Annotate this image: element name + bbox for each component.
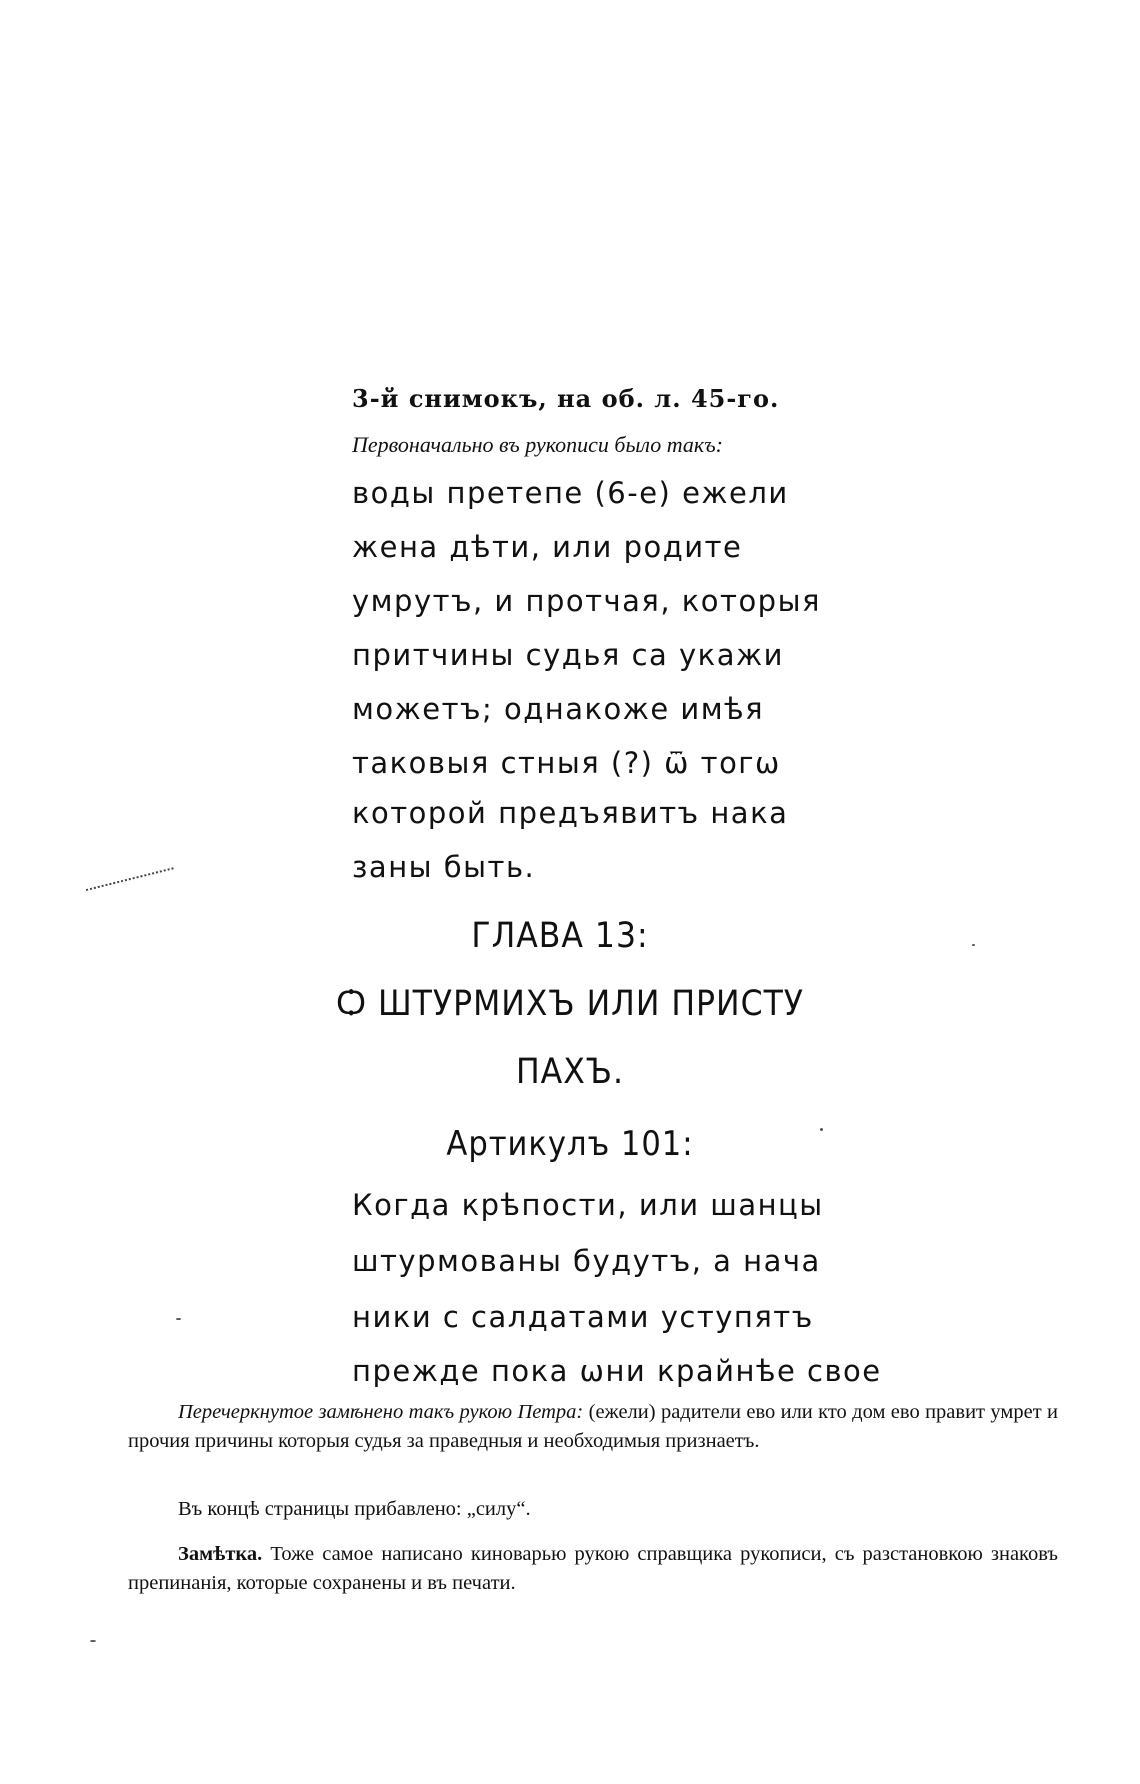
original-text-line: притчины судья са укажи — [352, 638, 784, 672]
scan-speck — [90, 1640, 96, 1642]
scan-mark — [86, 867, 176, 900]
chapter-subtitle-line1: Ѻ ШТУРМИХЪ ИЛИ ПРИСТУ — [335, 984, 805, 1024]
snapshot-subcaption: Первоначально въ рукописи было такъ: — [352, 432, 723, 457]
article-text-line: ники с салдатами уступятъ — [352, 1300, 814, 1334]
chapter-title: ГЛАВА 13: — [471, 916, 649, 956]
snapshot-caption: 3-й снимокъ, на об. л. 45-го. — [352, 384, 780, 413]
scan-speck — [972, 944, 975, 946]
article-text-line: Когда крѣпости, или шанцы — [352, 1188, 824, 1222]
original-text-line: заны быть. — [352, 850, 536, 884]
article-text-line: штурмованы будутъ, а нача — [352, 1244, 821, 1278]
original-text-line: умрутъ, и протчая, которыя — [352, 584, 821, 618]
scan-speck — [176, 1318, 181, 1320]
original-text-line: таковыя стныя (?) ѿ тогω — [352, 746, 781, 780]
footnote-page-end: Въ концѣ страницы прибавлено: „силу“. — [178, 1498, 531, 1520]
original-text-line: можетъ; однакоже имѣя — [352, 692, 765, 726]
article-heading: Артикулъ 101: — [446, 1124, 694, 1164]
footnote-remark — [128, 1540, 1058, 1598]
original-text-line: которой предъявитъ нака — [352, 796, 789, 830]
original-text-line: жена дѣти, или родите — [352, 530, 743, 564]
footnote-correction — [128, 1398, 1058, 1456]
footnote-remark-text: Тоже самое написано киноварью рукою справщика рукописи, съ разстановкою знаковъ препинанія, которые сохранены и въ печати. — [128, 1543, 1058, 1594]
original-text-line: воды претепе (6-е) ежели — [352, 476, 789, 510]
footnote-correction-label: Перечеркнутое замѣнено такъ рукою Петра: — [178, 1401, 584, 1423]
footnote-remark-label: Замѣтка. — [178, 1543, 263, 1565]
scan-speck — [820, 1128, 823, 1131]
article-text-line: прежде пока ωни крайнѣе свое — [352, 1354, 882, 1388]
footnote-correction-text: (ежели) радители ево или кто дом ево правит умрет и прочия причины которыя судья за праведныя и необходимыя признаетъ. — [128, 1401, 1059, 1452]
chapter-subtitle-line2: ПАХЪ. — [515, 1052, 624, 1092]
